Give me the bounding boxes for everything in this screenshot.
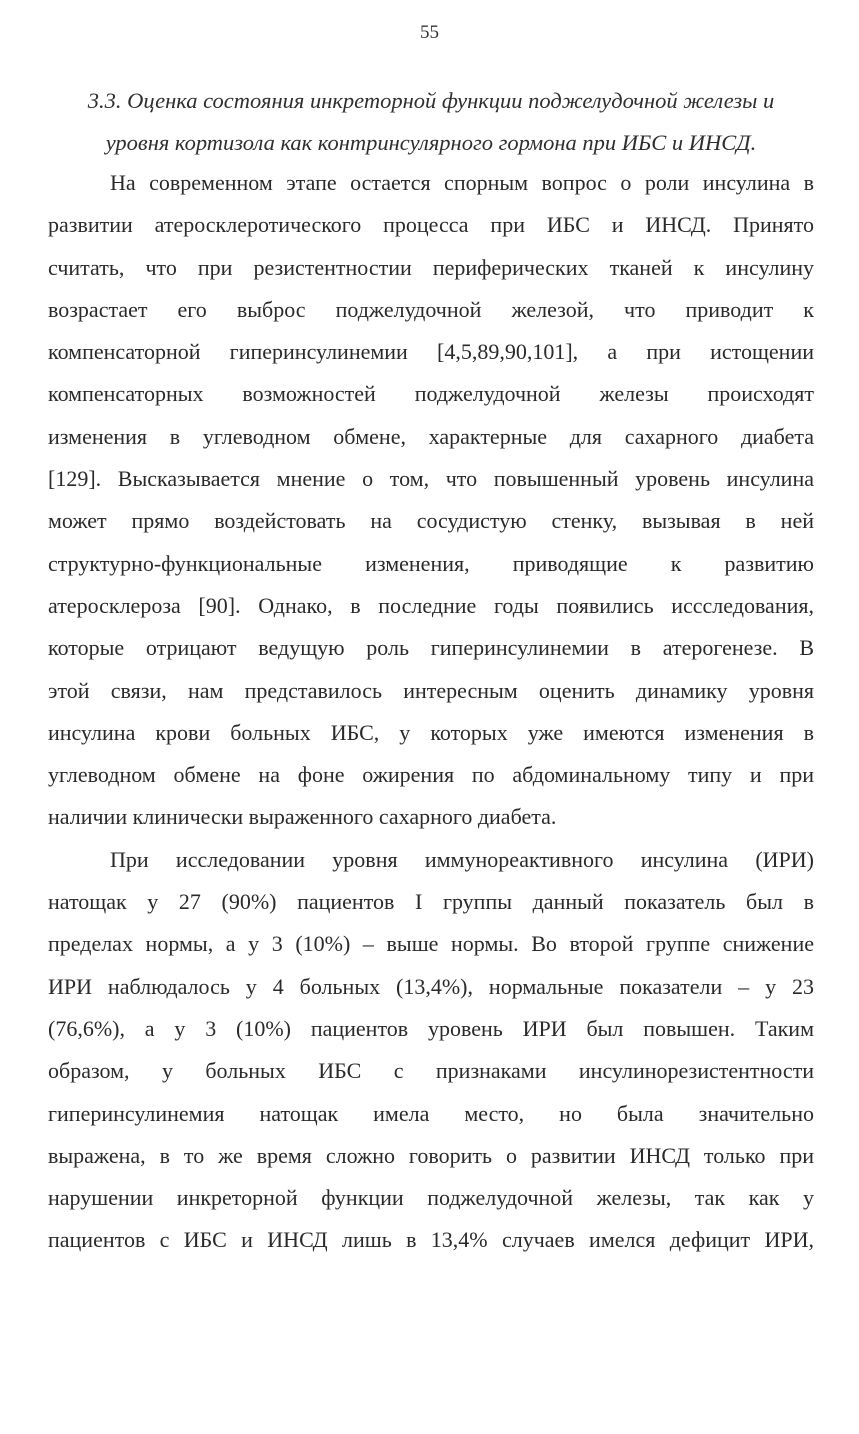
text-line: гиперинсулинемия натощак имела место, но была значительно: [48, 1100, 814, 1126]
text-line: образом, у больных ИБС с признаками инсулинорезистентности: [48, 1058, 814, 1084]
text-line: развитии атеросклеротического процесса при ИБС и ИНСД. Принято: [48, 212, 814, 238]
text-line: считать, что при резистентностии периферических тканей к инсулину: [48, 254, 814, 280]
text-line: наличии клинически выраженного сахарного диабета.: [48, 804, 557, 830]
text-line: ИРИ наблюдалось у 4 больных (13,4%), нормальные показатели – у 23: [48, 973, 814, 999]
heading-line: уровня кортизола как контринсулярного гормона при ИБС и ИНСД.: [105, 130, 757, 155]
heading-line: 3.3. Оценка состояния инкреторной функции поджелудочной железы и: [87, 88, 775, 113]
text-line: (76,6%), а у 3 (10%) пациентов уровень ИРИ был повышен. Таким: [48, 1015, 814, 1041]
text-line: может прямо воздейстовать на сосудистую стенку, вызывая в ней: [48, 508, 814, 534]
text-line: углеводном обмене на фоне ожирения по абдоминальному типу и при: [48, 762, 814, 788]
section-heading: [48, 80, 814, 164]
text-line: компенсаторной гиперинсулинемии [4,5,89,90,101], а при истощении: [48, 339, 814, 365]
text-line: [129]. Высказывается мнение о том, что повышенный уровень инсулина: [48, 466, 814, 492]
text-line: структурно-функциональные изменения, приводящие к развитию: [48, 550, 814, 576]
text-line: пределах нормы, а у 3 (10%) – выше нормы. Во второй группе снижение: [48, 931, 814, 957]
text-line: компенсаторных возможностей поджелудочной железы происходят: [48, 381, 814, 407]
text-line: пациентов с ИБС и ИНСД лишь в 13,4% случаев имелся дефицит ИРИ,: [48, 1227, 814, 1253]
text-line: выражена, в то же время сложно говорить о развитии ИНСД только при: [48, 1142, 814, 1168]
text-line: возрастает его выброс поджелудочной железой, что приводит к: [48, 296, 814, 322]
paragraph-1: [48, 162, 814, 839]
text-line: этой связи, нам представилось интересным оценить динамику уровня: [48, 677, 814, 703]
text-line: На современном этапе остается спорным вопрос о роли инсулина в: [110, 170, 814, 195]
text-line: атеросклероза [90]. Однако, в последние годы появились иссследования,: [48, 592, 814, 618]
page-number: 55: [420, 22, 439, 43]
text-line: изменения в углеводном обмене, характерные для сахарного диабета: [48, 423, 814, 449]
text-line: которые отрицают ведущую роль гиперинсулинемии в атерогенезе. В: [48, 635, 814, 661]
text-line: натощак у 27 (90%) пациентов I группы данный показатель был в: [48, 889, 814, 915]
text-line: нарушении инкреторной функции поджелудочной железы, так как у: [48, 1185, 814, 1211]
body-text: [48, 162, 814, 1262]
paragraph-2: [48, 839, 814, 1262]
text-line: При исследовании уровня иммунореактивного инсулина (ИРИ): [110, 846, 814, 872]
text-line: инсулина крови больных ИБС, у которых уже имеются изменения в: [48, 719, 814, 745]
